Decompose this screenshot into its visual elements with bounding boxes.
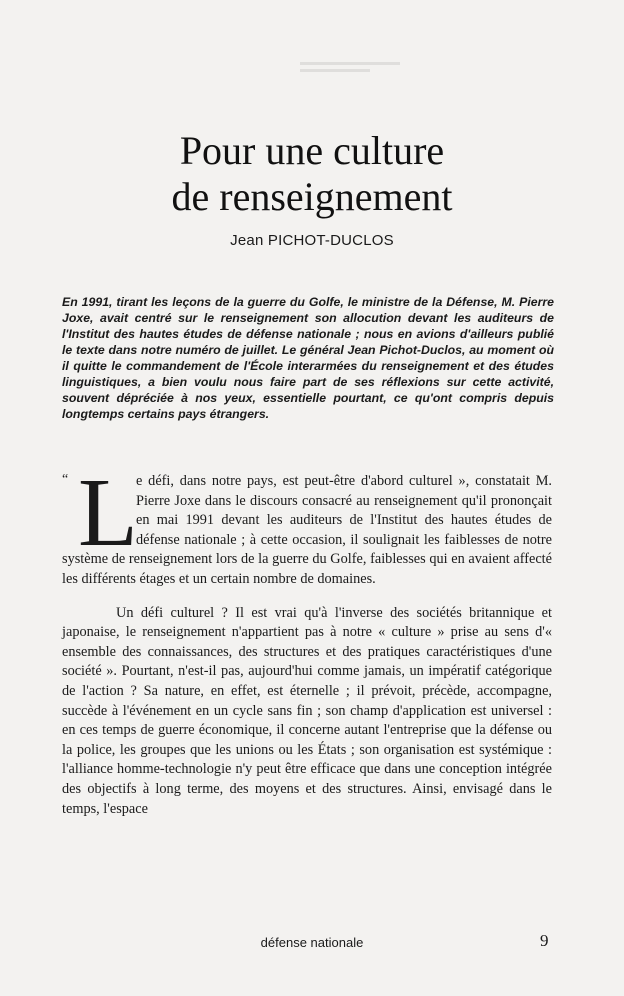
- paragraph-1: [62, 459, 552, 590]
- article-title: [60, 128, 564, 220]
- author-name: Jean PICHOT-DUCLOS: [230, 232, 394, 249]
- title-line-1: Pour une culture: [179, 128, 445, 173]
- paragraph-2: Un défi culturel ? Il est vrai qu'à l'inverse des sociétés britannique et japonaise, le renseignement n'appartient pas à notre « culture » prise au sens d'« ensemble des connaissances, des structures et des pratiques caractéristiques d'une société ». Pourtant, n'est-il pas, aujourd'hui comme jamais, un impératif catégorique de l'action ? Sa nature, en effet, est éternelle ; il prévoit, précède, accompagne, succède à l'événement en un cycle sans fin ; son champ d'application est universel : en ces temps de guerre économique, il concerne autant l'entreprise que la défense ou la police, les groupes que les unions ou les États ; son organisation est systémique : l'alliance homme-technologie n'y peut être efficace que dans une conception intégrée des objectifs à long terme, des moyens et des structures. Ainsi, envisagé dans le temps, l'espace: [62, 604, 552, 817]
- opening-quote: “: [62, 472, 69, 487]
- paragraph-1-text: e défi, dans notre pays, est peut-être d'abord culturel », constatait M. Pierre Joxe dans le discours consacré au renseignement qu'il prononçait en mai 1991 devant les auditeurs de l'Institut des hautes études de défense nationale ; à cette occasion, il soulignait les faiblesses de notre système de renseignement lors de la guerre du Golfe, faiblesses qui en avaient affecté les différents étages et un certain nombre de domaines.: [62, 473, 552, 587]
- page-number: 9: [540, 931, 549, 950]
- drop-cap-block: [62, 459, 138, 567]
- journal-name: défense nationale: [260, 935, 364, 950]
- drop-cap-letter: L: [78, 459, 138, 567]
- title-line-2: de renseignement: [171, 174, 453, 219]
- article-abstract: En 1991, tirant les leçons de la guerre du Golfe, le ministre de la Défense, M. Pierre Joxe, avait centré sur le renseignement son allocution devant les auditeurs de l'Institut des hautes études de défense nationale ; nous en avions d'ailleurs publié le texte dans notre numéro de juillet. Le général Jean Pichot-Duclos, au moment où il quitte le commandement de l'École interarmées du renseignement et des études linguistiques, a bien voulu nous faire part de ses réflexions sur cette activité, souvent dépréciée à nos yeux, essentielle pourtant, ce qu'ont compris depuis longtemps certains pays étrangers.: [62, 295, 554, 421]
- show-through-text: [300, 58, 400, 86]
- article-body: [62, 459, 552, 819]
